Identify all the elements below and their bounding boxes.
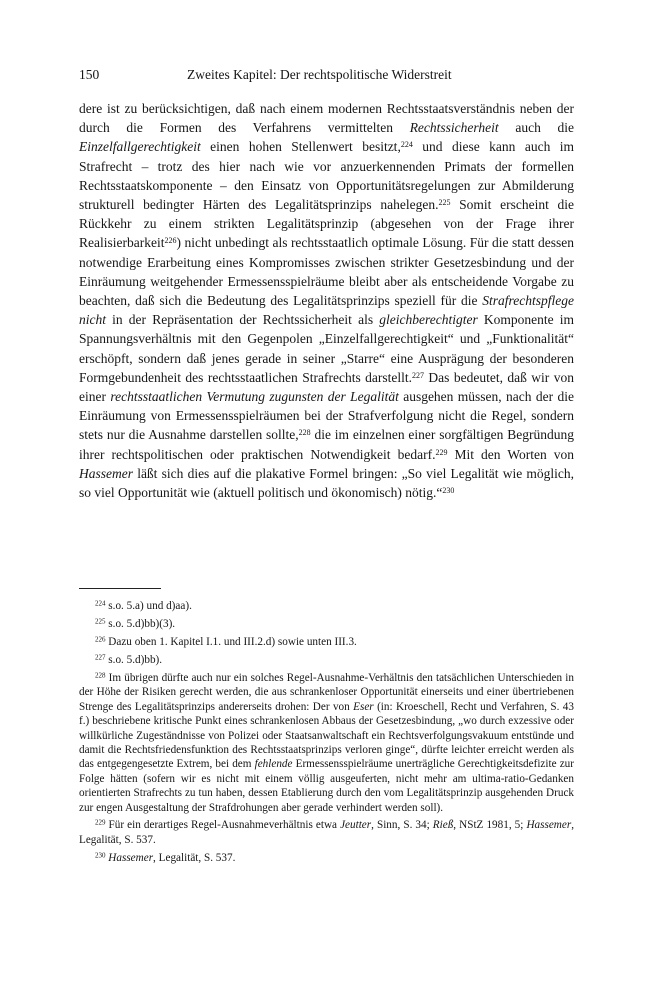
footnote-text: , Legalität, S. 537. — [79, 819, 574, 846]
footnote-emphasis: fehlende — [254, 758, 293, 771]
text-segment: und diese kann auch im Strafrecht – trotz des hier nach wie vor anzuerkennenden Primats der formellen Rechtsstaatskomponente – den Einsatz von Opportunitätsregelungen zur Abmilderung strukturell bedingter Härten des Legalitätsprinzips nahelegen. — [79, 139, 575, 213]
footnote-text: (in: Kroeschell, Recht und Verfahren, S. 43 f.) beschriebene kritische Punkt eines schrankenlosen Abbaus der Gesetzesbindung, „wo durch exzessive oder willkürliche Zugeständnisse von Polizei oder Staatsanwaltschaft ein Rechtsverfolgungsvakuum entstünde und damit die Rechtsfriedensfunktion des Rechtsstaatsprinzips verloren ginge“, dürfte leichter erreicht werden als das entgegengesetzte Extrem, bei dem — [79, 700, 574, 771]
footnote-text: , Legalität, S. 537. — [153, 851, 236, 864]
text-segment: Somit erscheint die Rückkehr zu einem strikten Legalitätsprinzip (abgesehen von der Frage ihrer Realisierbarkeit — [79, 197, 574, 251]
footnote-number: 224 — [95, 599, 106, 608]
emphasis-einzelfallgerechtigkeit: Einzelfallgerechtigkeit — [79, 139, 201, 155]
text-segment: in der Repräsentation der Rechtssicherheit als — [106, 312, 380, 328]
footnote-text: s.o. 5.d)bb)(3). — [105, 618, 176, 630]
footnote-author: Eser — [353, 700, 374, 713]
text-segment: ausgehen müssen, nach der die Einräumung von Ermessensspielräumen bei der Strafverfolgung nicht die Regel, sondern stets nur die Ausnahme darstellen sollte, — [79, 389, 574, 443]
footnote-author: Hassemer — [526, 819, 572, 832]
text-segment: Das bedeutet, daß wir von einer — [79, 369, 574, 405]
footnote-number: 229 — [95, 818, 106, 827]
text-segment: ) nicht unbedingt als rechtsstaatlich optimale Lösung. Für die statt dessen notwendige Erarbeitung eines Kompromisses zwischen strikter Gesetzesbindung und der Einräumung weitgehender Ermessensspielräume bleibt aber als entscheidende Vorgabe zu beachten, daß sich die Bedeutung des Legalitätsprinzips speziell für die — [79, 235, 574, 309]
page-number: 150 — [79, 67, 100, 82]
footnote-227 — [79, 653, 574, 667]
emphasis-rechtssicherheit: Rechtssicherheit — [409, 120, 499, 136]
footnote-ref-226[interactable]: 226 — [164, 236, 177, 246]
footnote-228 — [79, 671, 574, 815]
footnote-number: 227 — [95, 653, 106, 662]
footnote-number: 228 — [95, 671, 106, 680]
footnote-ref-228[interactable]: 228 — [298, 428, 311, 438]
footnotes — [79, 599, 574, 869]
footnote-225 — [79, 617, 574, 631]
text-segment: dere ist zu berücksichtigen, daß nach einem modernen Rechtsstaatsverständnis neben der durch die Formen des Verfahrens vermittelten — [79, 101, 574, 136]
text-segment: läßt sich dies auf die plakative Formel bringen: „So viel Legalität wie möglich, so viel Opportunität wie (aktuell politisch und ökonomisch) nötig.“ — [79, 465, 574, 501]
footnote-text: , NStZ 1981, 5; — [453, 819, 527, 832]
footnote-226 — [79, 635, 574, 649]
emphasis-strafrechtspflege: Strafrechtspflege nicht — [79, 293, 574, 328]
footnote-text: , Sinn, S. 34; — [371, 819, 433, 832]
footnote-ref-230[interactable]: 230 — [442, 486, 455, 496]
footnote-text: s.o. 5.a) und d)aa). — [105, 600, 192, 612]
footnote-number: 230 — [95, 851, 106, 860]
footnote-number: 226 — [95, 635, 106, 644]
footnote-ref-225[interactable]: 225 — [438, 198, 451, 208]
footnote-text: Für ein derartiges Regel-Ausnahmeverhältnis etwa — [105, 819, 341, 832]
footnote-separator — [79, 588, 161, 589]
footnote-number: 225 — [95, 617, 106, 626]
emphasis-gleichberechtigter: gleichberechtigter — [379, 312, 478, 328]
text-segment: die im einzelnen einer sorgfältigen Begründung ihrer rechtspolitischen oder praktischen Notwendigkeit bedarf. — [79, 427, 574, 462]
footnote-224 — [79, 599, 574, 613]
text-segment: Komponente im Spannungsverhältnis mit den Gegenpolen „Einzelfallgerechtigkeit“ und „Funktionalität“ erschöpft, sondern daß jenes gerade in seiner „Starre“ eine Ausprägung der besonderen Formgebundenheit des rechtsstaatlichen Strafrechts darstellt. — [79, 312, 574, 385]
emphasis-hassemer: Hassemer — [79, 465, 133, 481]
running-title: Zweites Kapitel: Der rechtspolitische Widerstreit — [187, 67, 452, 82]
emphasis-vermutung: rechtsstaatlichen Vermutung zugunsten der Legalität — [110, 389, 399, 405]
main-paragraph — [79, 99, 574, 502]
running-head — [79, 67, 574, 87]
footnote-text: Ermessensspielräume unerträgliche Gerechtigkeitsdefizite zur Folge hätten (sofern wir es nicht mit einem völlig ausgeuferten, nicht mehr am ultima-ratio-Gedanken orientierten Strafrechts zu tun haben, dessen Etablierung durch den vom Legalitätsprinzip ausgehenden Druck zur engen Ausgestaltung der Strafdrohungen aber gerade verhindert werden soll). — [79, 758, 574, 814]
text-segment: Mit den Worten von — [447, 446, 575, 462]
footnote-author: Rieß — [432, 819, 454, 832]
footnote-author: Hassemer — [108, 851, 154, 864]
footnote-text: Im übrigen dürfte auch nur ein solches Regel-Ausnahme-Verhältnis den tatsächlichen Unterschieden in der Höhe der Risiken gerecht werden, die aus schrankenloser Opportunität einerseits und einer übertriebenen Strenge des Legalitätsprinzips andererseits drohen: Der von — [79, 672, 574, 713]
footnote-ref-224[interactable]: 224 — [400, 140, 413, 150]
footnote-text: Dazu oben 1. Kapitel I.1. und III.2.d) sowie unten III.3. — [105, 636, 357, 648]
text-segment: auch die — [498, 120, 574, 136]
footnote-ref-227[interactable]: 227 — [412, 370, 424, 380]
footnote-text: s.o. 5.d)bb). — [105, 654, 163, 666]
footnote-230 — [79, 851, 574, 865]
footnote-author: Jeutter — [340, 819, 372, 832]
footnote-229 — [79, 818, 574, 847]
text-segment: einen hohen Stellenwert besitzt, — [200, 139, 401, 155]
footnote-ref-229[interactable]: 229 — [435, 447, 448, 457]
